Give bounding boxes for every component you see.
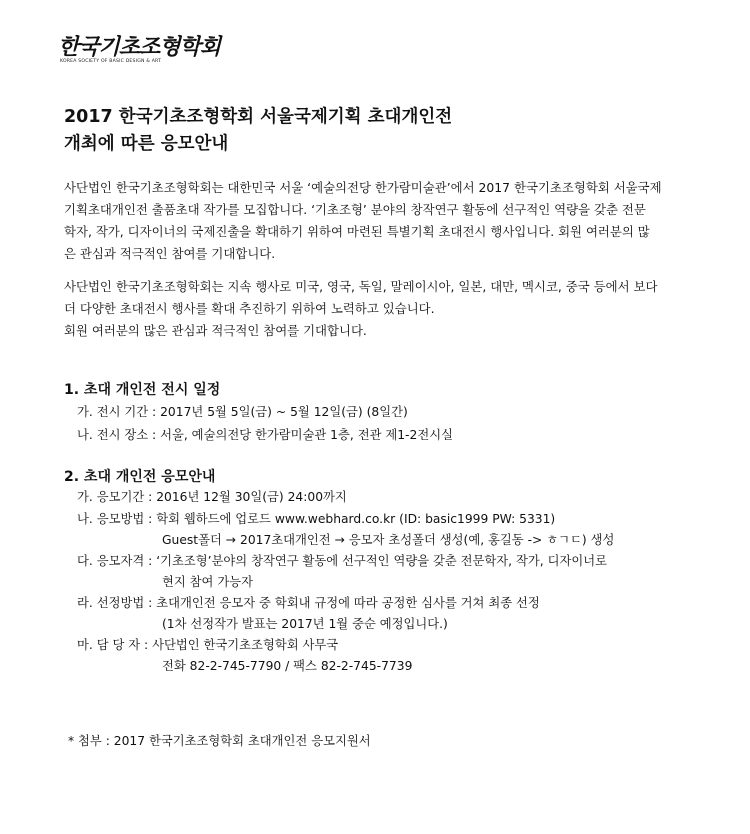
section-1-heading: 1. 초대 개인전 전시 일정 xyxy=(64,382,221,398)
item-label: 가. 응모기간 : xyxy=(77,490,153,504)
item-label: 다. 응모자격 : xyxy=(77,554,153,568)
text-line: 사단법인 한국기초조형학회는 지속 행사로 미국, 영국, 독일, 말레이시아, 일본, 대만, 멕시코, 중국 등에서 보다 xyxy=(64,279,658,294)
item-value: 2017년 5월 5일(금) ~ 5월 12일(금) (8일간) xyxy=(160,405,408,419)
eligibility-line-2: 현지 참여 가능자 xyxy=(162,575,253,589)
text-line: 더 다양한 초대전시 행사를 확대 추진하기 위하여 노력하고 있습니다. xyxy=(64,301,435,316)
logo-wordmark: 한국기초조형학회 xyxy=(58,34,221,60)
selection-method xyxy=(77,593,540,613)
item-label: 나. 응모방법 : xyxy=(77,512,153,526)
application-method xyxy=(77,509,555,529)
text-line: 사단법인 한국기초조형학회는 대한민국 서울 ‘예술의전당 한가람미술관’에서 2017 한국기초조형학회 서울국제 xyxy=(64,180,662,195)
item-value: 초대개인전 응모자 중 학회내 규정에 따라 공정한 심사를 거쳐 최종 선정 xyxy=(156,596,540,610)
item-value: 사단법인 한국기초조형학회 사무국 xyxy=(152,638,339,652)
item-value: 2016년 12월 30일(금) 24:00까지 xyxy=(156,490,347,504)
item-value: 학회 웹하드에 업로드 www.webhard.co.kr (ID: basic1999 PW: 5331) xyxy=(156,512,556,526)
selection-method-line-2: (1차 선정작가 발표는 2017년 1월 중순 예정입니다.) xyxy=(162,617,448,631)
item-label: 가. 전시 기간 : xyxy=(77,405,157,419)
title-line-2: 개최에 따른 응모안내 xyxy=(64,134,229,154)
schedule-period xyxy=(77,402,408,422)
intro-paragraph-2 xyxy=(64,276,704,342)
society-logo xyxy=(58,30,221,70)
text-line: 기획초대개인전 출품초대 작가를 모집합니다. ‘기초조형’ 분야의 창작연구 활동에 선구적인 역량을 갖춘 전문 xyxy=(64,202,646,217)
text-line: 은 관심과 적극적인 참여를 기대합니다. xyxy=(64,246,276,261)
intro-paragraph-1 xyxy=(64,177,704,265)
item-value: ‘기초조형’분야의 창작연구 활동에 선구적인 역량을 갖춘 전문학자, 작가, 디자이너로 xyxy=(156,554,607,568)
application-method-line-2: Guest폴더 → 2017초대개인전 → 응모자 초성폴더 생성(예, 홍길동 -> ㅎㄱㄷ) 생성 xyxy=(162,533,615,547)
application-period xyxy=(77,487,347,507)
title-line-1: 2017 한국기초조형학회 서울국제기획 초대개인전 xyxy=(64,107,453,127)
contact-phone-fax: 전화 82-2-745-7790 / 팩스 82-2-745-7739 xyxy=(162,659,413,673)
document-title xyxy=(64,104,704,158)
item-label: 나. 전시 장소 : xyxy=(77,428,157,442)
item-label: 라. 선정방법 : xyxy=(77,596,153,610)
attachment-note: * 첨부 : 2017 한국기초조형학회 초대개인전 응모지원서 xyxy=(68,734,371,748)
section-2-heading: 2. 초대 개인전 응모안내 xyxy=(64,469,216,485)
logo-subtitle: KOREA SOCIETY OF BASIC DESIGN & ART xyxy=(60,59,162,64)
text-line: 회원 여러분의 많은 관심과 적극적인 참여를 기대합니다. xyxy=(64,323,367,338)
text-line: 학자, 작가, 디자이너의 국제진출을 확대하기 위하여 마련된 특별기획 초대전시 행사입니다. 회원 여러분의 많 xyxy=(64,224,650,239)
item-label: 마. 담 당 자 : xyxy=(77,638,149,652)
item-value: 서울, 예술의전당 한가람미술관 1층, 전관 제1-2전시실 xyxy=(160,428,453,442)
contact-person xyxy=(77,635,338,655)
schedule-venue xyxy=(77,425,453,445)
eligibility xyxy=(77,551,607,571)
